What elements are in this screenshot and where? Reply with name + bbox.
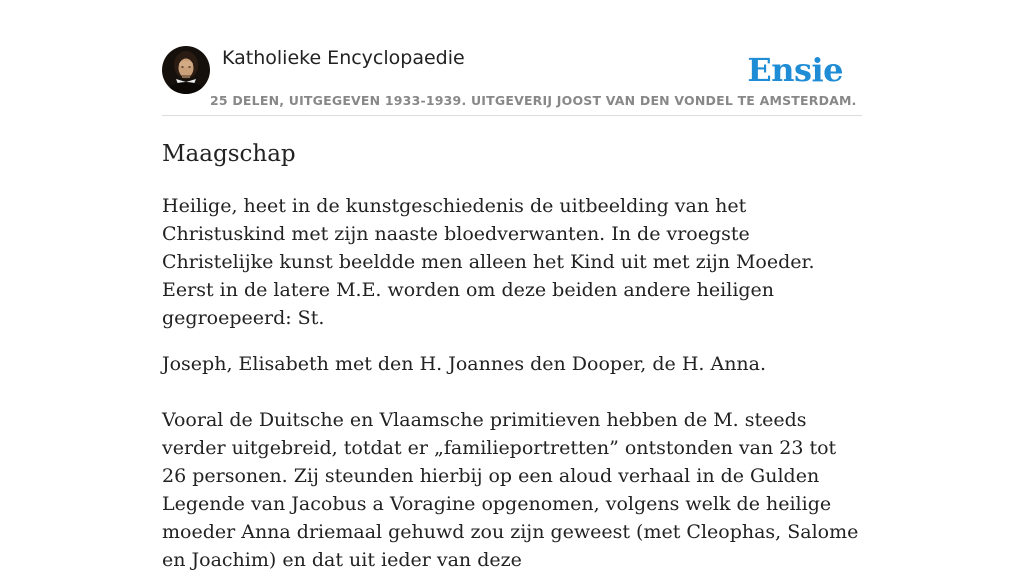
article-paragraph: Joseph, Elisabeth met den H. Joannes den Dooper, de H. Anna. <box>162 353 767 375</box>
brand-logo-link[interactable]: Ensie <box>747 51 843 89</box>
page-title: Maagschap <box>162 141 296 167</box>
source-title-link[interactable]: Katholieke Encyclopaedie <box>222 47 465 69</box>
source-header <box>162 46 862 116</box>
entry-page <box>162 0 862 571</box>
source-avatar[interactable] <box>162 46 210 94</box>
source-subtitle: 25 DELEN, UITGEGEVEN 1933-1939. UITGEVERIJ JOOST VAN DEN VONDEL TE AMSTERDAM. <box>210 93 857 108</box>
portrait-avatar-icon <box>162 46 210 94</box>
article-paragraph: Vooral de Duitsche en Vlaamsche primitieven hebben de M. steeds verder uitgebreid, totdat er „familieportretten” ontstonden van 23 tot 26 personen. Zij steunden hierbij op een aloud verhaal in de Gulden Legende van Jacobus a Voragine opgenomen, volgens welk de heilige moeder Anna driemaal gehuwd zou zijn geweest (met Cleophas, Salome en Joachim) en dat uit ieder van deze <box>162 409 859 571</box>
article-paragraph: Heilige, heet in de kunstgeschiedenis de uitbeelding van het Christuskind met zijn naaste bloedverwanten. In de vroegste Christelijke kunst beeldde men alleen het Kind uit met zijn Moeder. Eerst in de latere M.E. worden om deze beiden andere heiligen gegroepeerd: St. <box>162 195 815 329</box>
article-body <box>162 192 862 574</box>
